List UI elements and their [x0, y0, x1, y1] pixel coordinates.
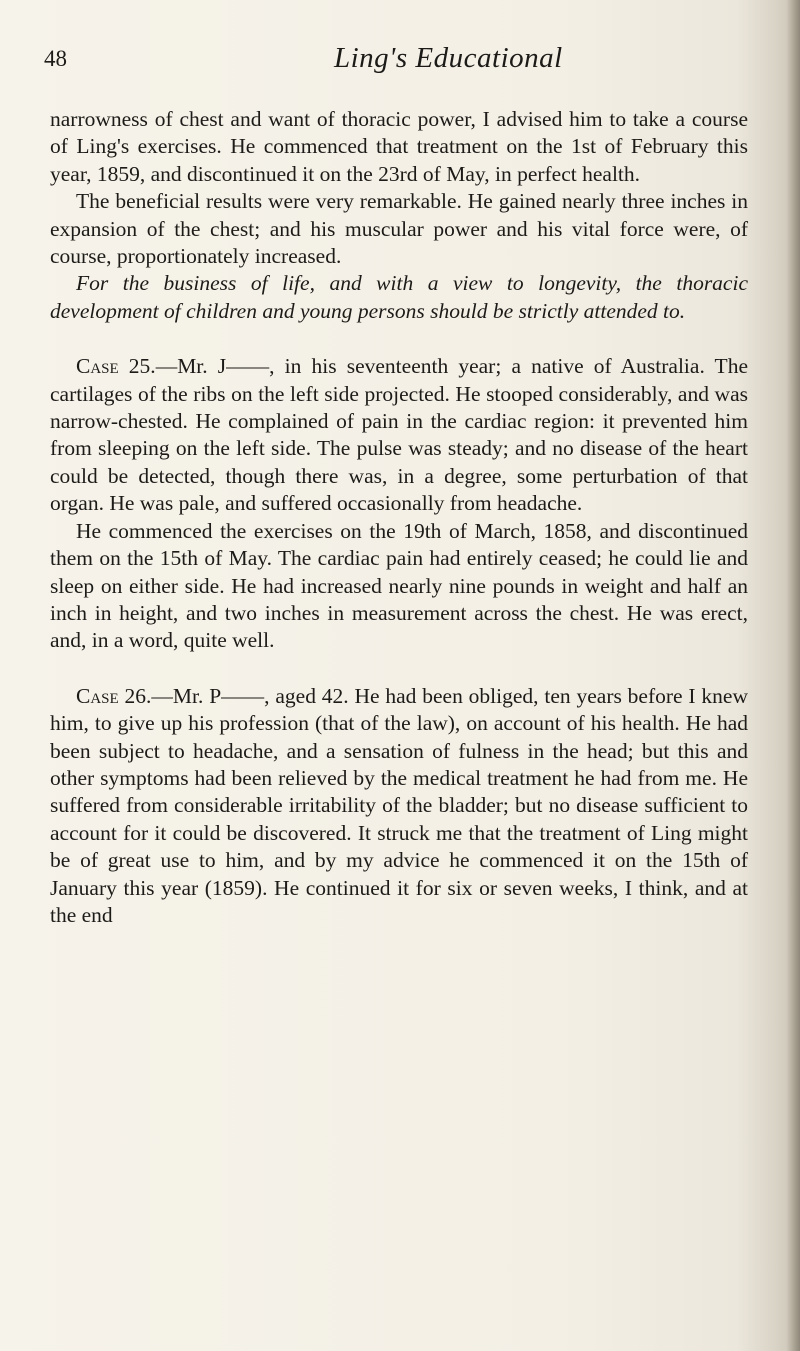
page-binding-edge — [786, 0, 800, 1351]
paragraph-italic-advice: For the business of life, and with a view to longevity, the thoracic development of children and young persons should be strictly attended to. — [50, 271, 748, 323]
running-title: Ling's Educational — [334, 42, 563, 74]
case-25-label: Case 25. — [76, 354, 156, 379]
paragraph-continuation: narrowness of chest and want of thoracic power, I advised him to take a course of Ling's exercises. He commenced that treatment on the 1st of February this year, 1859, and discontinued it on the 23rd of May, in perfect health. — [50, 107, 748, 186]
case-26-text: —Mr. P——, aged 42. He had been obliged, ten years before I knew him, to give up his profession (that of the law), on account of his health. He had been subject to headache, and a sensation of fulness in the head; but this and other symptoms had been relieved by the medical treatment he had from me. He suffered from considerable irritability of the bladder; but no disease sufficient to account for it could be discovered. It struck me that the treatment of Ling might be of great use to him, and by my advice he commenced it on the 15th of January this year (1859). He continued it for six or seven weeks, I think, and at the end — [50, 683, 748, 927]
case-25-followup-paragraph: He commenced the exercises on the 19th of March, 1858, and discontinued them on the 15th of May. The cardiac pain had entirely ceased; he could lie and sleep on either side. He had increased nearly nine pounds in weight and half an inch in height, and two inches in measurement across the chest. He was erect, and, in a word, quite well. — [50, 518, 748, 653]
case-26-label: Case 26. — [76, 683, 152, 708]
page-header — [44, 40, 744, 80]
page-number: 48 — [44, 46, 67, 71]
body-text — [50, 106, 748, 929]
paragraph-results: The beneficial results were very remarkable. He gained nearly three inches in expansion of the chest; and his muscular power and his vital force were, of course, proportionately increased. — [50, 189, 748, 269]
case-26-paragraph — [50, 683, 748, 930]
case-25-text: —Mr. J——, in his seventeenth year; a native of Australia. The cartilages of the ribs on the left side projected. He stooped considerably, and was narrow-chested. He complained of pain in the cardiac region: it prevented him from sleeping on the left side. The pulse was steady; and no disease of the heart could be detected, though there was, in a degree, some perturbation of that organ. He was pale, and suffered occasionally from headache. — [50, 354, 748, 516]
case-25-paragraph — [50, 353, 748, 517]
